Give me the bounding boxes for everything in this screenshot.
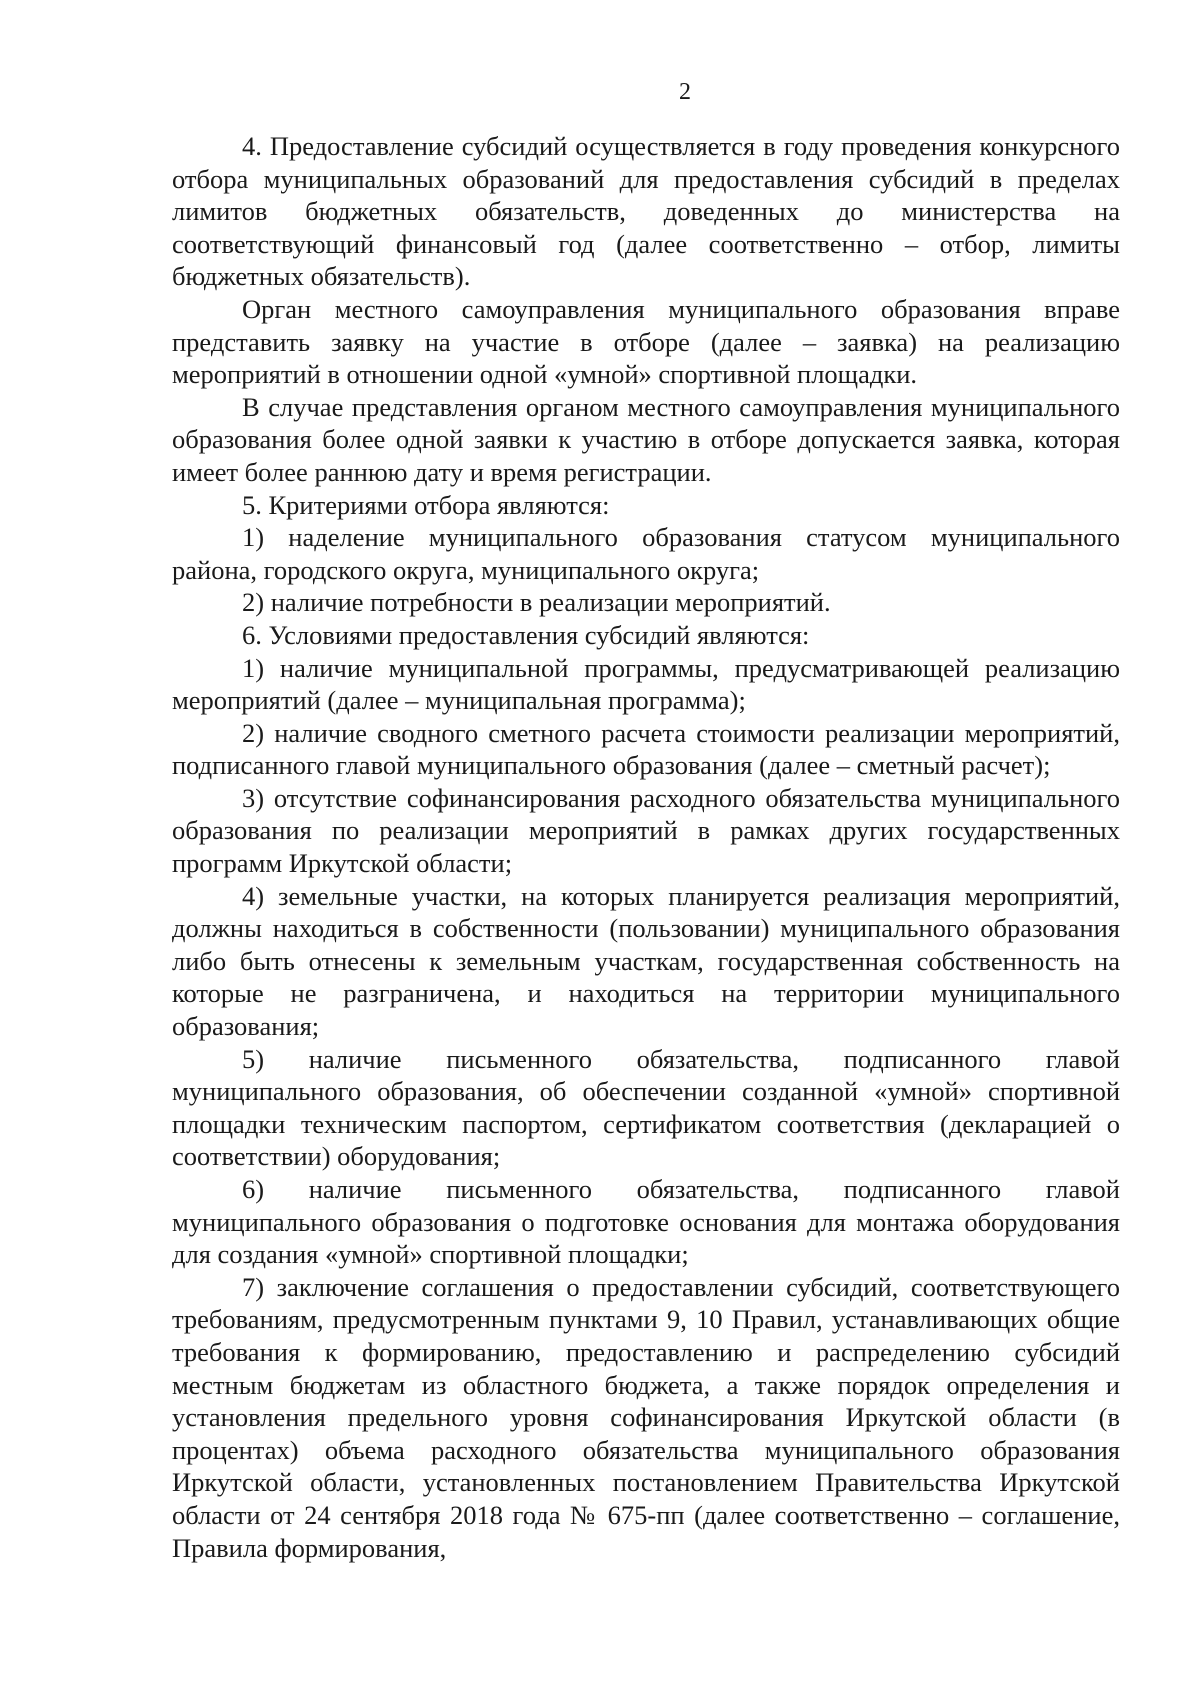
paragraph-item-4: 4. Предоставление субсидий осуществляется в году проведения конкурсного отбора муниципальных образований для предоставления субсидий в пределах лимитов бюджетных обязательств, доведенных до министерства на соответствующий финансовый год (далее соответственно – отбор, лимиты бюджетных обязательств).	[172, 131, 1120, 292]
paragraph-multiple-applications: В случае представления органом местного самоуправления муниципального образования более одной заявки к участию в отборе допускается заявка, которая имеет более раннюю дату и время регистрации.	[172, 391, 1120, 487]
paragraph-condition-2: 2) наличие сводного сметного расчета стоимости реализации мероприятий, подписанного главой муниципального образования (далее – сметный расчет);	[172, 717, 1120, 781]
paragraph-condition-5: 5) наличие письменного обязательства, подписанного главой муниципального образования, об обеспечении созданной «умной» спортивной площадки техническим паспортом, сертификатом соответствия (декларацией о соответствии) оборудования;	[172, 1043, 1120, 1172]
paragraph-criterion-1: 1) наделение муниципального образования статусом муниципального района, городского округа, муниципального округа;	[172, 522, 1120, 585]
paragraph-condition-1: 1) наличие муниципальной программы, предусматривающей реализацию мероприятий (далее – муниципальная программа);	[172, 652, 1120, 716]
paragraph-condition-7: 7) заключение соглашения о предоставлении субсидий, соответствующего требованиям, предусмотренным пунктами 9, 10 Правил, устанавливающих общие требования к формированию, предоставлению и распределению субсидий местным бюджетам из областного бюджета, а также порядок определения и установления предельного уровня софинансирования Иркутской области (в процентах) объема расходного обязательства муниципального образования Иркутской области, установленных постановлением Правительства Иркутской области от 24 сентября 2018 года № 675-пп (далее соответственно – соглашение, Правила формирования,	[172, 1271, 1120, 1563]
paragraph-condition-6: 6) наличие письменного обязательства, подписанного главой муниципального образования о подготовке основания для монтажа оборудования для создания «умной» спортивной площадки;	[172, 1174, 1120, 1270]
paragraph-item-6-heading: 6. Условиями предоставления субсидий являются:	[242, 619, 810, 650]
paragraph-condition-4: 4) земельные участки, на которых планируется реализация мероприятий, должны находиться в собственности (пользовании) муниципального образования либо быть отнесены к земельным участкам, государственная собственность на которые не разграничена, и находиться на территории муниципального образования;	[172, 880, 1120, 1042]
paragraph-item-5-heading: 5. Критериями отбора являются:	[242, 489, 610, 520]
paragraph-condition-3: 3) отсутствие софинансирования расходного обязательства муниципального образования по реализации мероприятий в рамках других государственных программ Иркутской области;	[172, 782, 1120, 879]
paragraph-application: Орган местного самоуправления муниципального образования вправе представить заявку на участие в отборе (далее – заявка) на реализацию мероприятий в отношении одной «умной» спортивной площадки.	[172, 293, 1120, 390]
page-number: 2	[679, 79, 691, 105]
paragraph-criterion-2: 2) наличие потребности в реализации мероприятий.	[242, 587, 831, 618]
document-body	[172, 130, 1120, 1564]
